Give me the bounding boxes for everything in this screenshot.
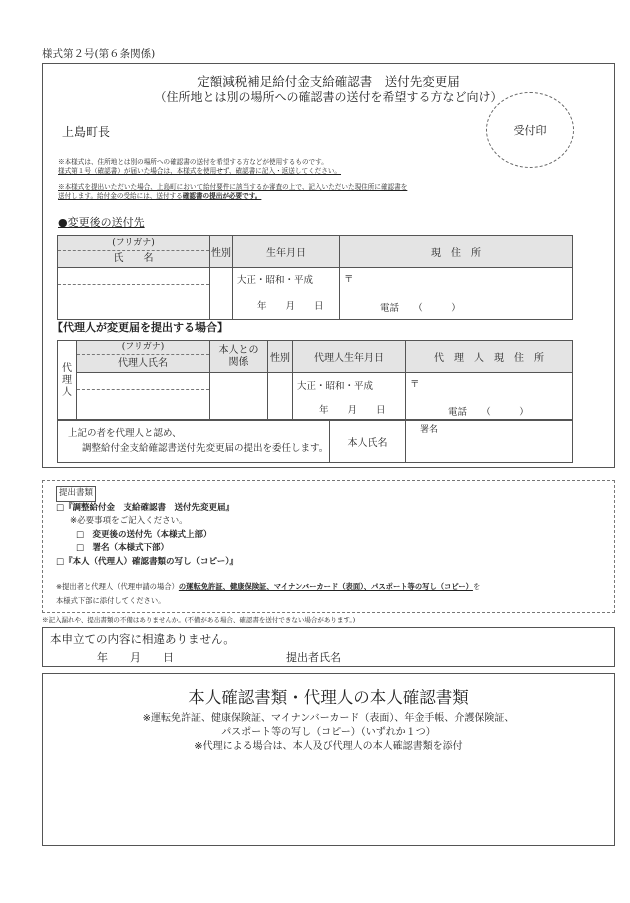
relation-line1: 本人との [218, 344, 259, 356]
note2-line1: ※本様式を提出いただいた場合、上島町において給付要件に該当するか審査の上で、記入いただいた現住所に確認書を [58, 183, 408, 191]
id-documents-notes [42, 712, 615, 754]
furigana-label: (フリガナ) [58, 236, 209, 251]
name-cell[interactable] [58, 268, 210, 320]
note2-line2b: 確認書の提出が必要です。 [182, 192, 262, 200]
declaration-date[interactable]: 年 月 日 [97, 651, 174, 664]
agent-ymd-label: 年 月 日 [319, 405, 386, 416]
document-sub2[interactable]: □ 署名（本様式下部） [76, 543, 170, 553]
birthdate-cell[interactable] [233, 268, 340, 320]
docs-note-line2: 本様式下部に添付してください。 [56, 595, 166, 605]
document-sub1[interactable]: □ 変更後の送付先（本様式上部） [76, 529, 212, 540]
delegation-line2: 調整給付金支給確認書送付先変更届の提出を委任します。 [82, 443, 329, 454]
agent-furigana-label: (フリガナ) [77, 341, 209, 355]
notes [58, 158, 528, 201]
agent-label: 代理人 [58, 341, 77, 421]
stamp-label: 受付印 [513, 124, 547, 137]
declaration-text: 本申立ての内容に相違ありません。 [50, 632, 235, 646]
page-title: 定額減税補足給付金支給確認書 送付先変更届 [197, 74, 460, 89]
era-options: 大正・昭和・平成 [237, 275, 314, 286]
address-header: 現 住 所 [340, 236, 573, 268]
agent-birthdate-cell[interactable] [293, 373, 406, 421]
agent-birthdate-header: 代理人生年月日 [293, 341, 406, 373]
note1-line1: ※本様式は、住所地とは別の場所への確認書の送付を希望する方などが使用するものです。 [58, 158, 328, 166]
addressee: 上島町長 [62, 125, 111, 139]
document-item1[interactable]: □『調整給付金 支給確認書 送付先変更届』 [56, 502, 235, 513]
agent-era-options: 大正・昭和・平成 [297, 381, 374, 392]
relation-cell[interactable] [210, 373, 268, 421]
agent-name-cell[interactable] [77, 373, 210, 421]
agent-table [57, 340, 573, 421]
address-cell[interactable] [340, 268, 573, 320]
signature-cell[interactable] [406, 420, 573, 463]
document-item2[interactable]: □『本人（代理人）確認書類の写し（コピー）』 [56, 556, 238, 567]
documents-list [56, 486, 601, 607]
relation-header [210, 341, 268, 373]
delegation-line1: 上記の者を代理人と認め、 [68, 428, 182, 439]
agent-gender-header: 性別 [268, 341, 293, 373]
note2-line2a: 送付します。給付金の受給には、送付する [58, 192, 183, 200]
id-documents-title: 本人確認書類・代理人の本人確認書類 [188, 688, 469, 707]
id-docs-line3: ※代理による場合は、本人及び代理人の本人確認書類を添付 [194, 741, 463, 752]
gender-cell[interactable] [210, 268, 233, 320]
page-subtitle: （住所地とは別の場所への確認書の送付を希望する方など向け） [154, 90, 503, 104]
gender-header: 性別 [210, 236, 233, 268]
section2-heading: 【代理人が変更届を提出する場合】 [52, 321, 228, 334]
recipient-table [57, 235, 573, 320]
id-docs-line2: パスポート等の写し（コピー）（いずれか１つ） [221, 727, 436, 738]
submitter-name-label: 提出者氏名 [286, 651, 341, 664]
agent-gender-cell[interactable] [268, 373, 293, 421]
footer-note: ※記入漏れや、提出書類の不備はありませんか。(不備がある場合、確認書を送付できない場合があります。) [42, 616, 356, 624]
delegation-text [58, 420, 330, 463]
agent-postal-mark: 〒 [410, 379, 420, 390]
agent-address-header: 代 理 人 現 住 所 [406, 341, 573, 373]
id-docs-line1: ※運転免許証、健康保険証、マイナンバーカード（表面）、年金手帳、介護保険証、 [142, 713, 515, 724]
agent-name-label: 代理人氏名 [118, 358, 168, 369]
reception-stamp-area [486, 92, 574, 168]
name-label: 氏 名 [113, 253, 154, 264]
docs-note-b: の運転免許証、健康保険証、マイナンバーカード（表面）、パスポート等の写し（コピー） [178, 582, 473, 591]
docs-note-c: を [472, 582, 481, 591]
document-item1-note: ※必要事項をご記入ください。 [70, 516, 188, 526]
signature-label: 署名 [420, 425, 439, 435]
docs-note-a: ※提出者と代理人（代理申請の場合） [56, 582, 179, 591]
documents-title: 提出書類 [56, 486, 96, 502]
principal-name-label: 本人氏名 [330, 420, 406, 463]
ymd-label: 年 月 日 [257, 301, 324, 312]
relation-line2: 関係 [228, 356, 249, 368]
name-header [58, 236, 210, 268]
section1-heading: ●変更後の送付先 [58, 216, 145, 229]
note1-line2: 様式第１号（確認書）が届いた場合は、本様式を使用せず、確認書に記入・返送してください。 [58, 167, 342, 175]
agent-address-cell[interactable] [406, 373, 573, 421]
postal-mark: 〒 [344, 274, 354, 285]
birthdate-header: 生年月日 [233, 236, 340, 268]
agent-phone-label: 電話 （ ） [448, 407, 529, 418]
form-number: 様式第２号(第６条関係) [42, 48, 156, 60]
phone-label: 電話 （ ） [380, 303, 461, 314]
delegation-table [57, 419, 573, 463]
agent-name-header [77, 341, 210, 373]
